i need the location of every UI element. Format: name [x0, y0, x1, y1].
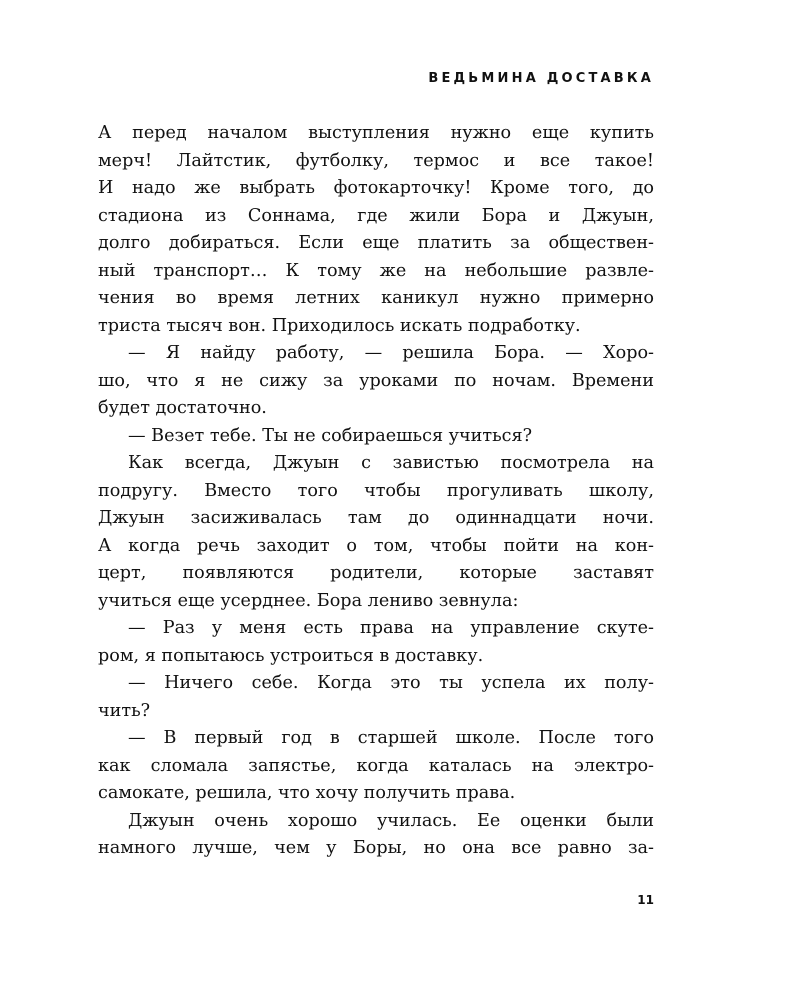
text-line: ный транспорт… К тому же на небольшие развле- — [98, 260, 654, 281]
text-line: шо, что я не сижу за уроками по ночам. Времени — [98, 370, 654, 391]
text-line: А когда речь заходит о том, чтобы пойти на кон- — [98, 535, 654, 556]
text-line: ром, я попытаюсь устроиться в доставку. — [98, 645, 484, 666]
text-line: Джуын очень хорошо училась. Ее оценки были — [128, 810, 654, 831]
text-line: — Ничего себе. Когда это ты успела их полу- — [128, 673, 654, 693]
body-text — [98, 120, 654, 863]
text-line: долго добираться. Если еще платить за обществен- — [98, 233, 654, 253]
text-line: А перед началом выступления нужно еще купить — [98, 123, 654, 143]
text-line: — Везет тебе. Ты не собираешься учиться? — [128, 425, 533, 446]
text-line: церт, появляются родители, которые заставят — [98, 563, 654, 583]
text-line: — Раз у меня есть права на управление скуте- — [128, 618, 654, 638]
text-line: стадиона из Соннама, где жили Бора и Джуын, — [98, 205, 654, 226]
text-line: И надо же выбрать фотокарточку! Кроме того, до — [98, 178, 654, 198]
text-line: Джуын засиживалась там до одиннадцати ночи. — [98, 508, 654, 528]
text-line: учиться еще усерднее. Бора лениво зевнула: — [98, 590, 519, 611]
page-number: 11 — [637, 893, 654, 907]
text-line: будет достаточно. — [98, 398, 267, 418]
text-line: Как всегда, Джуын с завистью посмотрела на — [128, 453, 654, 473]
text-line: — В первый год в старшей школе. После того — [128, 728, 654, 748]
text-line: мерч! Лайтстик, футболку, термос и все такое! — [98, 150, 654, 171]
text-line: чения во время летних каникул нужно примерно — [98, 288, 654, 308]
running-title: ВЕДЬМИНА ДОСТАВКА — [428, 71, 654, 86]
text-line: самокате, решила, что хочу получить права. — [98, 783, 516, 803]
text-line: — Я найду работу, — решила Бора. — Хоро- — [128, 343, 654, 363]
text-line: как сломала запястье, когда каталась на электро- — [98, 755, 654, 776]
text-line: подругу. Вместо того чтобы прогуливать школу, — [98, 480, 654, 501]
text-line: триста тысяч вон. Приходилось искать подработку. — [98, 315, 581, 336]
text-line: чить? — [98, 700, 151, 721]
text-line: намного лучше, чем у Боры, но она все равно за- — [98, 838, 654, 858]
